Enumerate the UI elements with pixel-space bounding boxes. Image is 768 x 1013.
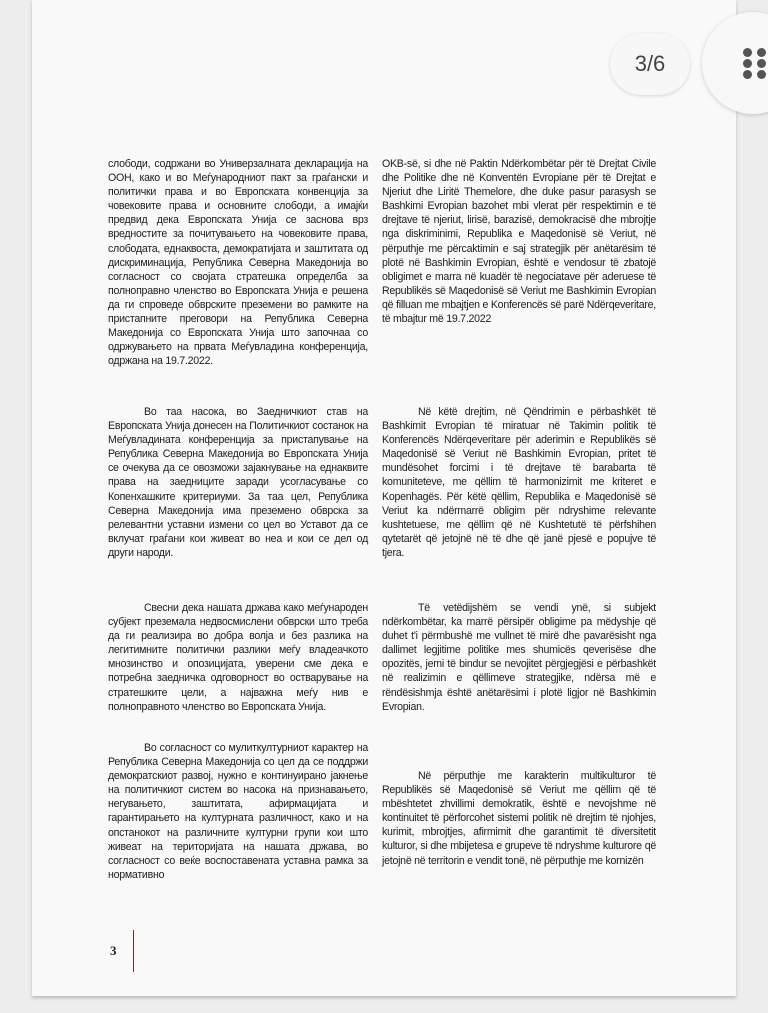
paragraph-mk-2: Во таа насока, во Заедничкиот став на Европската Унија донесен на Политичкиот состанок на Меѓувладината конференција за пристапување на Република Северна Македонија во Европската Унија се очекува да се овозможи зајакнување на еднаквите права на заедниците заради усогласување со Копенхашките критериуми. За таа цел, Република Северна Македонија има преземено обврска за релевантни уставни измени со цел во Уставот да се вклучат граѓани кои живеат во неа и кои се дел од други народи. <box>108 406 368 559</box>
paragraph-sq-3: Të vetëdijshëm se vendi ynë, si subjekt ndërkombëtar, ka marrë përsipër obligime pa mëdyshje që duhet t'i përmbushë me vullnet të mirë dhe pavarësisht nga dallimet legjitime politike mes shumicës qeverisëse dhe opozitës, jemi të bindur se nevojitet përgjegjësi e përbashkët në realizimin e qëllimeve strategjike, ndërsa më e rëndësishmja është anëtarësimi i plotë ligjor në Bashkimin Evropian. <box>382 602 656 713</box>
paragraph-mk-4: Во согласност со мулиткултурниот карактер на Република Северна Македонија со цел да се поддржи демократскиот развој, нужно е континуирано јакнење на политичкиот систем во насока на признавањето, негувањето, заштитата, афирмацијата и гарантирањето на културната различност, како и на опстанокот на различните културни групи кои што живеат на територијата на нашата држава, во согласност со веќе воспоставената уставна рамка за нормативно <box>108 742 368 881</box>
page-indicator: 3/6 <box>610 33 690 95</box>
page-number-divider <box>133 930 134 972</box>
paragraph-sq-1: OKB-së, si dhe në Paktin Ndërkombëtar për të Drejtat Civile dhe Politike dhe në Konventën Evropiane për të Drejtat e Njeriut dhe Liritë Themelore, dhe duke pasur parasysh se Bashkimi Evropian bazohet mbi vlerat për respektimin e të drejtave të njeriut, lirisë, barazisë, demokracisë dhe mbrojtje nga diskriminimi, Republika e Maqedonisë së Veriut, në përputhje me përcaktimin e saj strategjik për anëtarësim të plotë në Bashkimin Evropian, është e vendosur të zbatojë obligimet e marra në kuadër të negociatave për aderuese të Republikës së Maqedonisë së Veriut me Bashkimin Evropian që filluan me mbajtjen e Konferencës së parë Ndërqeveritare, të mbajtur më 19.7.2022 <box>382 158 656 326</box>
document-page[interactable] <box>32 0 736 996</box>
paragraph-mk-3: Свесни дека нашата држава како меѓународен субјект преземала недвосмислени обврски што треба да ги реализира во добра волја и без разлика на легитимните политички разлики меѓу владеачкото мнозинство и опозицијата, уверени сме дека е потребна заедничка одговорност во остварување на стратешките цели, а најважна меѓу нив е полноправното членство во Европската Унија. <box>108 602 368 713</box>
paragraph-mk-1: слободи, содржани во Универзалната декларација на ООН, како и во Меѓународниот пакт за граѓански и политички права и во Европската конвенција за човековите права и основните слободи, а имајќи предвид дека Европската Унија се заснова врз вредностите за почитувањето на човековите права, слободата, еднаквоста, демократијата и заштитата од дискриминација, Република Северна Македонија во согласност со својата стратешка определба за полноправно членство во Европската Унија е решена да ги спроведе обврските преземени во рамките на пристапните преговори на Република Северна Македонија со Европската Унија што започнаа со одржувањето на првата Меѓувладина конференција, одржана на 19.7.2022. <box>108 158 368 368</box>
paragraph-sq-2: Në këtë drejtim, në Qëndrimin e përbashkët të Bashkimit Evropian të miratuar në Takimin politik të Konferencës Ndërqeveritare për aderimin e Republikës së Maqedonisë së Veriut në Bashkimin Evropian, pritet të mundësohet forcimi i të drejtave të barabarta të komuniteteve, me qëllim të harmonizimit me kriteret e Kopenhagës. Për këtë qëllim, Republika e Maqedonisë së Veriut ka ndërmarrë obligim për ndryshime relevante kushtetuese, me qëllim që në Kushtetutë të përfshihen qytetarët që jetojnë në të dhe që janë pjesë e popujve të tjera. <box>382 406 656 559</box>
paragraph-sq-4: Në përputhje me karakterin multikulturor të Republikës së Maqedonisë së Veriut me qëllim që të mbështetet zhvillimi demokratik, është e nevojshme në kontinuitet të përforcohet sistemi politik në drejtim të njohjes, kurimit, mbrojtjes, afirmimit dhe garantimit të diversitetit kulturor, si dhe mbijetesa e grupeve të ndryshme kulturore që jetojnë në territorin e vendit tonë, në përputhje me kornizën <box>382 770 656 867</box>
page-number: 3 <box>110 943 117 958</box>
grid-dots-icon <box>743 48 767 80</box>
